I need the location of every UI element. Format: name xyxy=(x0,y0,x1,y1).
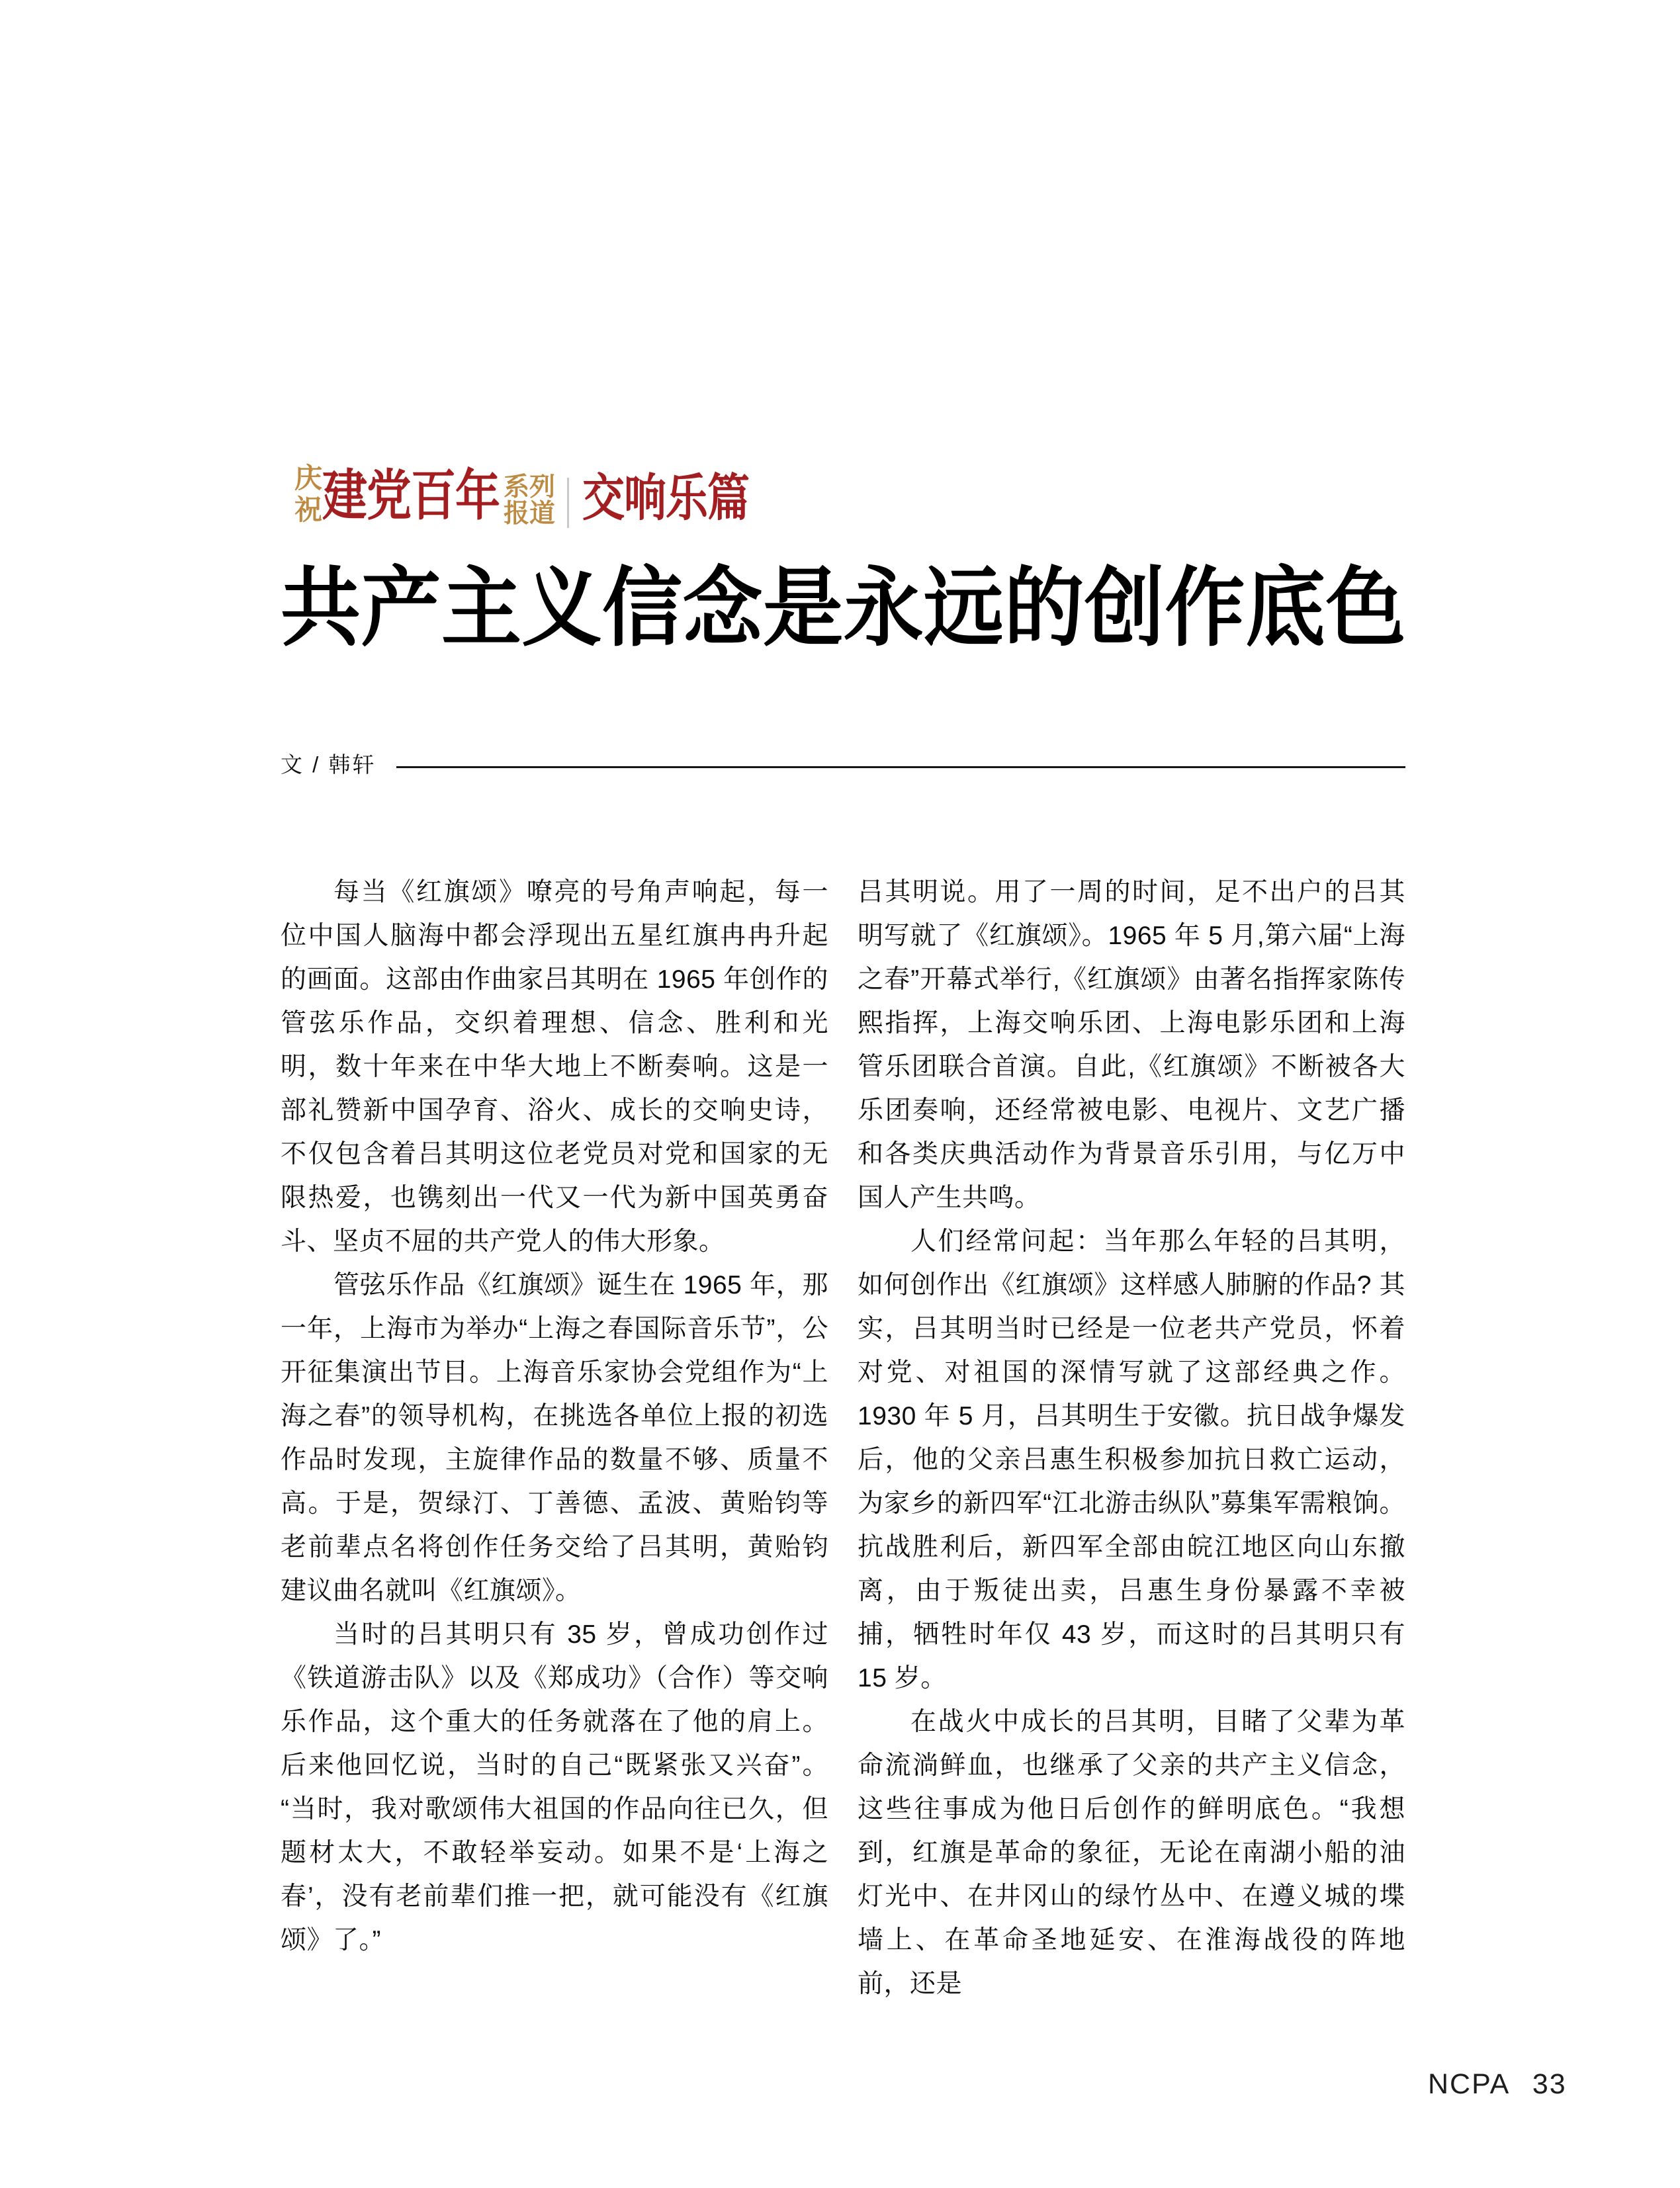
paragraph: 当时的吕其明只有 35 岁，曾成功创作过《铁道游击队》以及《郑成功》（合作）等交响乐作品，这个重大的任务就落在了他的肩上。后来他回忆说，当时的自己“既紧张又兴奋”。“当时，我对歌颂伟大祖国的作品向往已久，但题材太大，不敢轻举妄动。如果不是‘上海之春’，没有老前辈们推一把，就可能没有《红旗颂》了。” xyxy=(281,1620,828,1954)
page-footer xyxy=(1428,2068,1567,2101)
badge-main-title: 建党百年 xyxy=(322,465,500,527)
badge-prefix-label: 庆祝 xyxy=(290,463,321,527)
page-number: 33 xyxy=(1532,2068,1567,2100)
right-column xyxy=(858,871,1405,2006)
byline-row xyxy=(281,749,1405,781)
badge-series-label xyxy=(504,474,555,528)
paragraph-continuation: 吕其明说。用了一周的时间，足不出户的吕其明写就了《红旗颂》。1965 年 5 月,第六届“上海之春”开幕式举行,《红旗颂》由著名指挥家陈传熙指挥，上海交响乐团、上海电影乐团和上海管乐团联合首演。自此,《红旗颂》不断被各大乐团奏响，还经常被电影、电视片、文艺广播和各类庆典活动作为背景音乐引用，与亿万中国人产生共鸣。 xyxy=(858,878,1405,1212)
paragraph: 人们经常问起：当年那么年轻的吕其明，如何创作出《红旗颂》这样感人肺腑的作品? 其实，吕其明当时已经是一位老共产党员，怀着对党、对祖国的深情写就了这部经典之作。1930 年 5 月，吕其明生于安徽。抗日战争爆发后，他的父亲吕惠生积极参加抗日救亡运动，为家乡的新四军“江北游击纵队”募集军需粮饷。抗战胜利后，新四军全部由皖江地区向山东撤离，由于叛徒出卖，吕惠生身份暴露不幸被捕，牺牲时年仅 43 岁，而这时的吕其明只有 15 岁。 xyxy=(858,1227,1405,1692)
badge-section-title: 交响乐篇 xyxy=(582,470,750,527)
byline-rule xyxy=(396,766,1405,768)
paragraph: 管弦乐作品《红旗颂》诞生在 1965 年，那一年，上海市为举办“上海之春国际音乐节”，公开征集演出节目。上海音乐家协会党组作为“上海之春”的领导机构，在挑选各单位上报的初选作品时发现，主旋律作品的数量不够、质量不高。于是，贺绿汀、丁善德、孟波、黄贻钧等老前辈点名将创作任务交给了吕其明，黄贻钧建议曲名就叫《红旗颂》。 xyxy=(281,1271,828,1605)
article-title: 共产主义信念是永远的创作底色 xyxy=(281,561,1407,658)
left-column xyxy=(281,871,828,2006)
paragraph: 在战火中成长的吕其明，目睹了父辈为革命流淌鲜血，也继承了父亲的共产主义信念，这些往事成为他日后创作的鲜明底色。“我想到，红旗是革命的象征，无论在南湖小船的油灯光中、在井冈山的绿竹丛中、在遵义城的堞墙上、在革命圣地延安、在淮海战役的阵地前，还是 xyxy=(858,1708,1405,1998)
badge-series-top: 系列 xyxy=(504,472,556,502)
series-badge xyxy=(292,454,749,531)
byline: 文 / 韩轩 xyxy=(281,752,376,777)
badge-series-bottom: 报道 xyxy=(504,500,556,529)
badge-divider xyxy=(567,478,569,528)
journal-name: NCPA xyxy=(1428,2068,1509,2100)
article-body xyxy=(281,871,1405,2006)
paragraph: 每当《红旗颂》嘹亮的号角声响起，每一位中国人脑海中都会浮现出五星红旗冉冉升起的画面。这部由作曲家吕其明在 1965 年创作的管弦乐作品，交织着理想、信念、胜利和光明，数十年来在中华大地上不断奏响。这是一部礼赞新中国孕育、浴火、成长的交响史诗，不仅包含着吕其明这位老党员对党和国家的无限热爱，也镌刻出一代又一代为新中国英勇奋斗、坚贞不屈的共产党人的伟大形象。 xyxy=(281,878,828,1256)
